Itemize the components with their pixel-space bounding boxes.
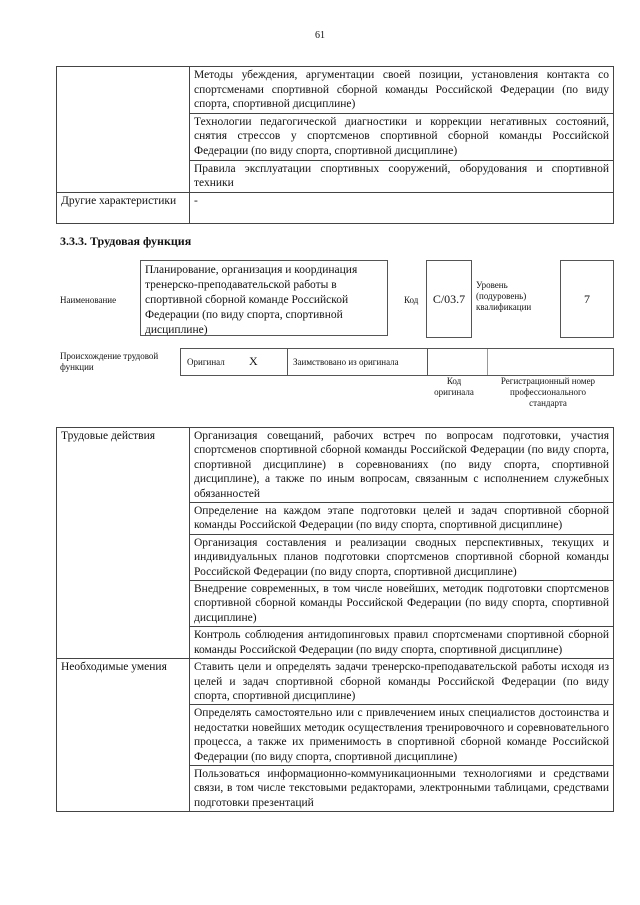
row-label [57,160,190,192]
reg-caption: Регистрационный номер профессионального стандарта [500,376,596,408]
row-label [57,113,190,160]
function-name: Планирование, организация и координация тренерско-преподавательской работы в спортивной сборной команде Российской Федерации (по виду спорта, спортивной дисциплине) [145,264,358,336]
group-label: Необходимые умения [57,659,190,812]
level-label: Уровень (подуровень) квалификации [476,280,532,312]
table-cell: Организация совещаний, рабочих встреч по вопросам подготовки, участия спортсменов спортивной сборной команды Российской Федерации (по виду спорта, спортивной дисциплине) в соревнованиях (по виду спорта, спортивной дисциплине), а также по иным вопросам, связанным с исполнением служебных обязанностей [190,428,614,503]
original-label: Оригинал [187,357,225,367]
row-label [57,67,190,114]
borrowed-label: Заимствовано из оригинала [293,357,399,367]
row-text: Методы убеждения, аргументации своей позиции, установления контакта со спортсменами спортивной сборной команды Российской Федерации (по виду спорта, спортивной дисциплине) [190,67,614,114]
page-number: 61 [315,30,325,41]
function-table [56,427,614,812]
level-box [560,260,614,338]
table-cell: Ставить цели и определять задачи тренерско-преподавательской работы исходя из целей и задач спортивной сборной команды Российской Федерации (по виду спорта, спортивной дисциплине) [190,659,614,705]
row-text: - [190,192,614,223]
table-row [57,67,614,114]
table-row [57,113,614,160]
table-cell: Внедрение современных, в том числе новейших, методик подготовки спортсменов спортивной сборной команды Российской Федерации (по виду спорта, спортивной дисциплине) [190,581,614,627]
code-label: Код [404,295,419,305]
code-value: C/03.7 [432,292,466,306]
code-box [426,260,472,338]
function-name-box [140,260,388,336]
row-text: Правила эксплуатации спортивных сооружений, оборудования и спортивной техники [190,160,614,192]
level-value: 7 [584,292,590,306]
original-mark: X [249,354,258,368]
origin-label: Происхождение трудовой функции [60,351,159,372]
table-cell: Определение на каждом этапе подготовки целей и задач спортивной сборной команды Российской Федерации (по виду спорта, спортивной дисциплине) [190,503,614,535]
origin-box [180,348,614,376]
table-cell: Определять самостоятельно или с привлечением иных специалистов достоинства и недостатки новейших методик осуществления тренировочного и соревновательного процесса, а также их применимость в спортивной сборной команде Российской Федерации (по виду спорта, спортивной дисциплине) [190,705,614,766]
row-label: Другие характеристики [57,192,190,223]
table-row [57,428,614,503]
table-row [57,192,614,223]
table-cell: Контроль соблюдения антидопинговых правил спортсменами спортивной сборной команды Российской Федерации (по виду спорта, спортивной дисциплине) [190,627,614,659]
knowledge-table [56,66,614,224]
table-row [57,160,614,192]
code-caption: Код оригинала [434,376,474,397]
table-row [57,659,614,705]
table-cell: Организация составления и реализации сводных перспективных, текущих и индивидуальных планов подготовки спортсменов спортивной сборной команды Российской Федерации (по виду спорта, спортивной дисциплине) [190,534,614,580]
row-text: Технологии педагогической диагностики и коррекции негативных состояний, снятия стрессов у спортсменов спортивной сборной команды Российской Федерации (по виду спорта, спортивной дисциплине) [190,113,614,160]
table-cell: Пользоваться информационно-коммуникационными технологиями и средствами связи, в том числе текстовыми редакторами, электронными таблицами, средствами подготовки презентаций [190,765,614,811]
section-title: 3.3.3. Трудовая функция [60,234,192,248]
group-label: Трудовые действия [57,428,190,659]
name-label: Наименование [60,295,117,305]
